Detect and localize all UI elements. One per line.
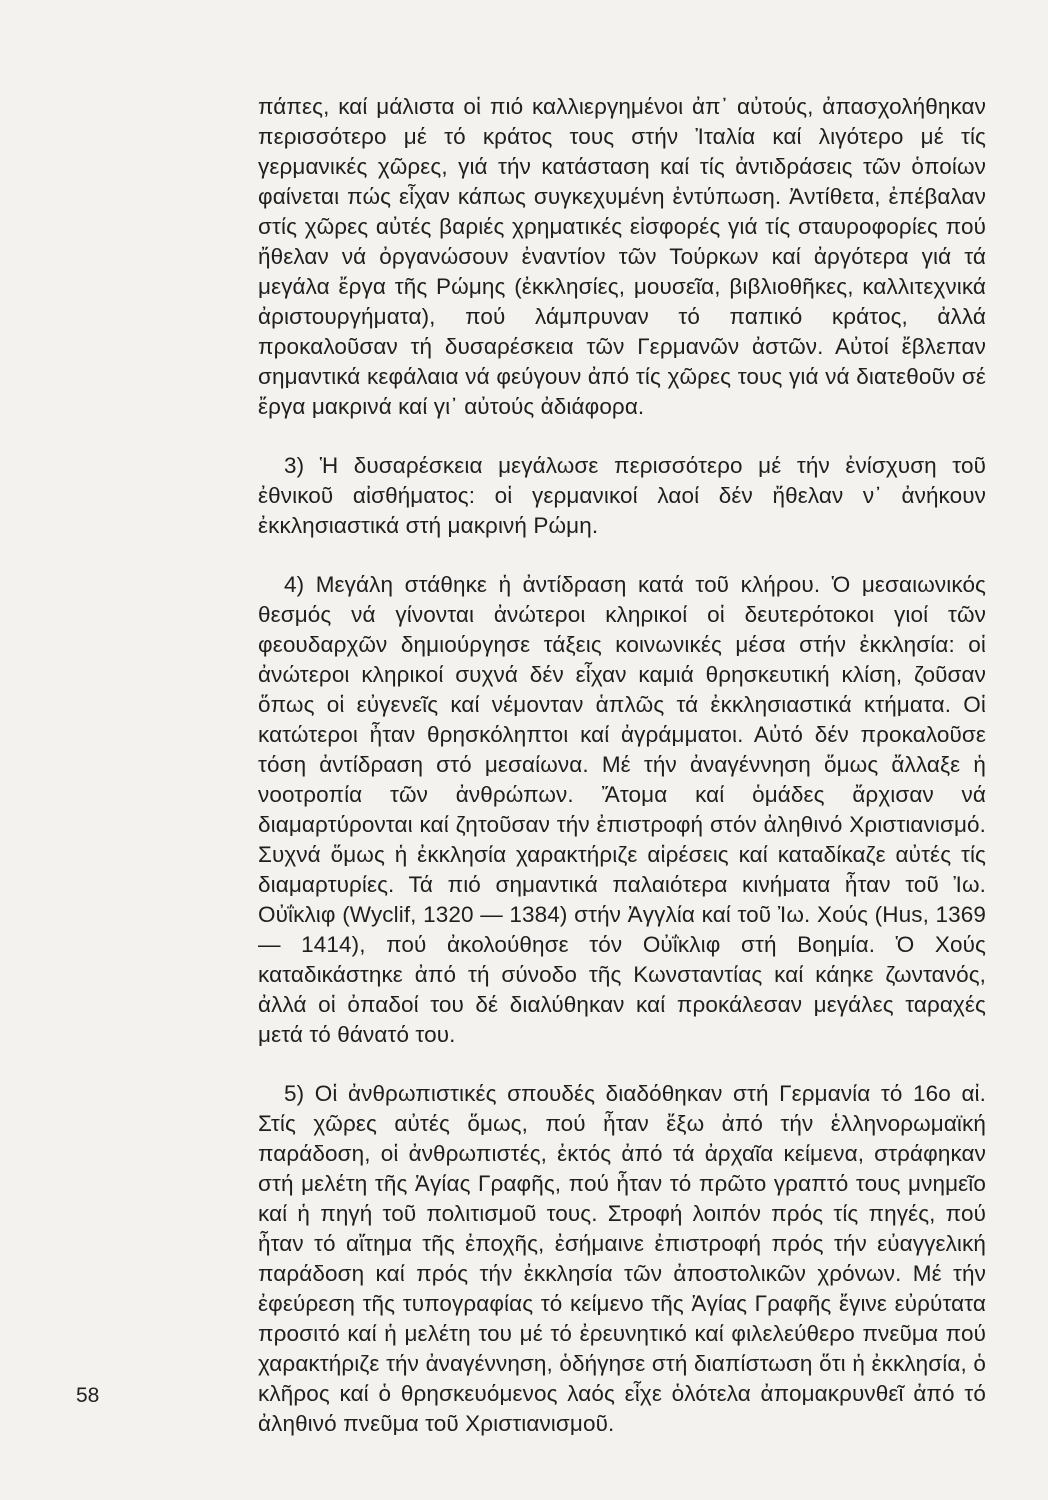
paragraph-point-4: 4) Μεγάλη στάθηκε ἡ ἀντίδραση κατά τοῦ κλήρου. Ὁ μεσαιωνικός θεσμός νά γίνονται ἀνώτεροι κληρικοί οἱ δευτερότοκοι γιοί τῶν φεουδαρχῶν δημιούργησε τάξεις κοινωνικές μέσα στήν ἐκκλησία: οἱ ἀνώτεροι κληρικοί συχνά δέν εἶχαν καμιά θρησκευτική κλίση, ζοῦσαν ὅπως οἱ εὐγενεῖς καί νέμονταν ἁπλῶς τά ἐκκλησιαστικά κτήματα. Οἱ κατώτεροι ἦταν θρησκόληπτοι καί ἀγράμματοι. Αὐτό δέν προκαλοῦσε τόση ἀντίδραση στό μεσαίωνα. Μέ τήν ἀναγέννηση ὅμως ἄλλαξε ἡ νοοτροπία τῶν ἀνθρώπων. Ἄτομα καί ὁμάδες ἄρχισαν νά διαμαρτύρονται καί ζητοῦσαν τήν ἐπιστροφή στόν ἀληθινό Χριστιανισμό. Συχνά ὅμως ἡ ἐκκλησία χαρακτήριζε αἱρέσεις καί καταδίκαζε αὐτές τίς διαμαρτυρίες. Τά πιό σημαντικά παλαιότερα κινήματα ἦταν τοῦ Ἰω. Οὐΐκλιφ (Wyclif, 1320 — 1384) στήν Ἀγγλία καί τοῦ Ἰω. Χούς (Hus, 1369 — 1414), πού ἀκολούθησε τόν Οὐΐκλιφ στή Βοημία. Ὁ Χούς καταδικάστηκε ἀπό τή σύνοδο τῆς Κωνσταντίας καί κάηκε ζωντανός, ἀλλά οἱ ὀπαδοί του δέ διαλύθηκαν καί προκάλεσαν μεγάλες ταραχές μετά τό θάνατό του. <box>258 572 986 1047</box>
page-number: 58 <box>76 1384 100 1407</box>
paragraph-continuation: πάπες, καί μάλιστα οἱ πιό καλλιεργημένοι ἀπ᾽ αὐτούς, ἀπασχολήθηκαν περισσότερο μέ τό κράτος τους στήν Ἰταλία καί λιγότερο μέ τίς γερμανικές χῶρες, γιά τήν κατάσταση καί τίς ἀντιδράσεις τῶν ὁποίων φαίνεται πώς εἶχαν κάπως συγκεχυμένη ἐντύπωση. Ἀντίθετα, ἐπέβαλαν στίς χῶρες αὐτές βαριές χρηματικές εἰσφορές γιά τίς σταυροφορίες πού ἤθελαν νά ὀργανώσουν ἐναντίον τῶν Τούρκων καί ἀργότερα γιά τά μεγάλα ἔργα τῆς Ρώμης (ἐκκλησίες, μουσεῖα, βιβλιοθῆκες, καλλιτεχνικά ἀριστουργήματα), πού λάμπρυναν τό παπικό κράτος, ἀλλά προκαλοῦσαν τή δυσαρέσκεια τῶν Γερμανῶν ἀστῶν. Αὐτοί ἔβλεπαν σημαντικά κεφάλαια νά φεύγουν ἀπό τίς χῶρες τους γιά νά διατεθοῦν σέ ἔργα μακρινά καί γι᾽ αὐτούς ἀδιάφορα. <box>258 94 986 419</box>
main-text-column <box>258 92 986 1439</box>
paragraph-point-3: 3) Ἡ δυσαρέσκεια μεγάλωσε περισσότερο μέ τήν ἐνίσχυση τοῦ ἐθνικοῦ αἰσθήματος: οἱ γερμανικοί λαοί δέν ἤθελαν ν᾽ ἀνήκουν ἐκκλησιαστικά στή μακρινή Ρώμη. <box>258 453 986 538</box>
paragraph-point-5: 5) Οἱ ἀνθρωπιστικές σπουδές διαδόθηκαν στή Γερμανία τό 16ο αἰ. Στίς χῶρες αὐτές ὅμως, πού ἦταν ἔξω ἀπό τήν ἑλληνορωμαϊκή παράδοση, οἱ ἀνθρωπιστές, ἐκτός ἀπό τά ἀρχαῖα κείμενα, στράφηκαν στή μελέτη τῆς Ἁγίας Γραφῆς, πού ἦταν τό πρῶτο γραπτό τους μνημεῖο καί ἡ πηγή τοῦ πολιτισμοῦ τους. Στροφή λοιπόν πρός τίς πηγές, πού ἦταν τό αἴτημα τῆς ἐποχῆς, ἐσήμαινε ἐπιστροφή πρός τήν εὐαγγελική παράδοση καί πρός τήν ἐκκλησία τῶν ἀποστολικῶν χρόνων. Μέ τήν ἐφεύρεση τῆς τυπογραφίας τό κείμενο τῆς Ἁγίας Γραφῆς ἔγινε εὐρύτατα προσιτό καί ἡ μελέτη του μέ τό ἐρευνητικό καί φιλελεύθερο πνεῦμα πού χαρακτήριζε τήν ἀναγέννηση, ὁδήγησε στή διαπίστωση ὅτι ἡ ἐκκλησία, ὁ κλῆρος καί ὁ θρησκευόμενος λαός εἶχε ὁλότελα ἀπομακρυνθεῖ ἀπό τό ἀληθινό πνεῦμα τοῦ Χριστιανισμοῦ. <box>258 1081 986 1436</box>
